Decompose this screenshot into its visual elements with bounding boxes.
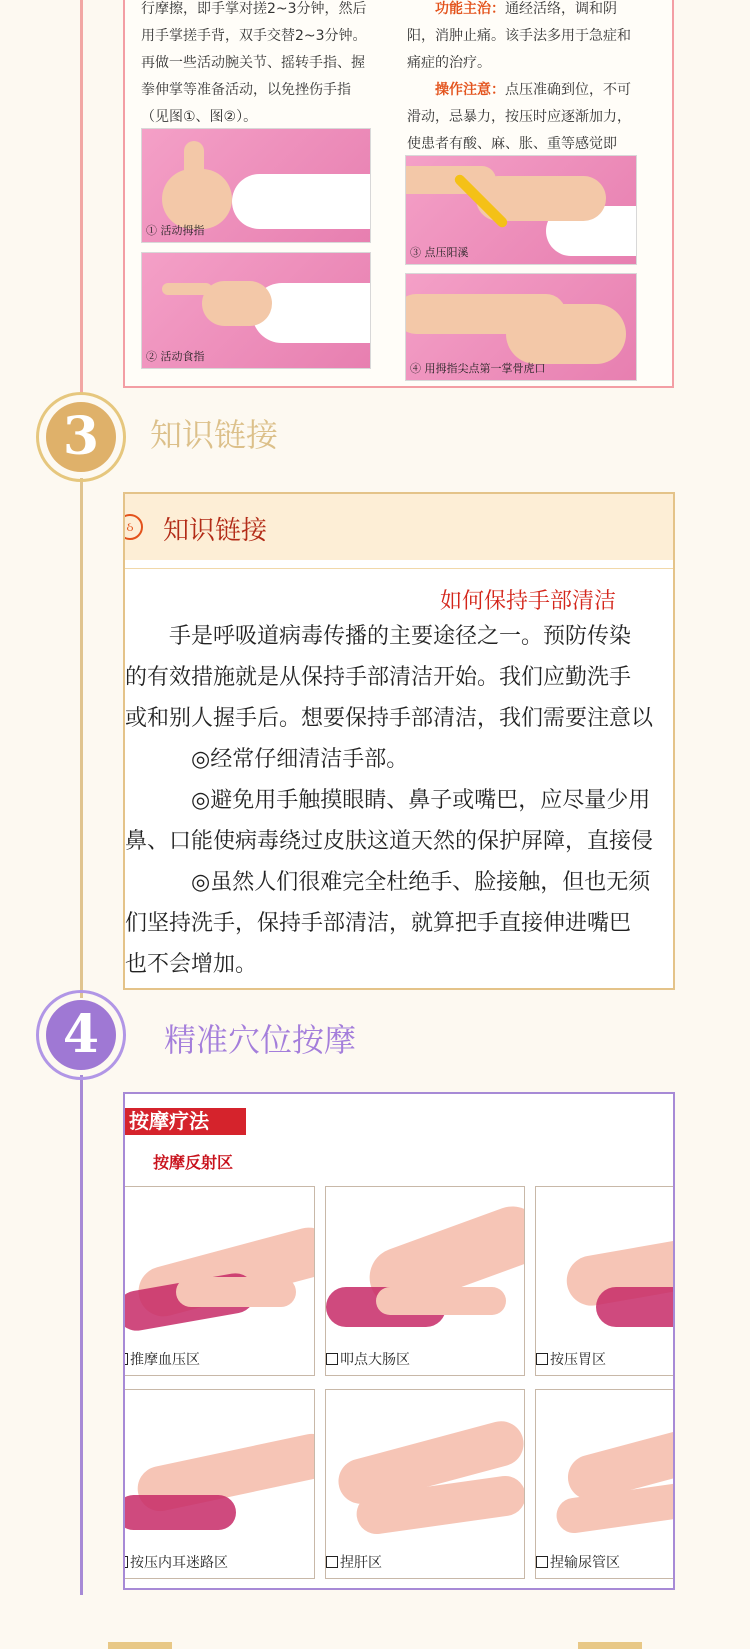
photo-caption: ④ 用拇指尖点第一掌骨虎口 (410, 362, 546, 375)
massage-caption: 推摩血压区 (123, 1349, 200, 1369)
function-text: 通经活络，调和阴阳，消肿止痛。该手法多用于急症和痛症的治疗。 (407, 1, 631, 71)
massage-item (535, 1389, 675, 1579)
photo-press-yangxi (405, 155, 637, 265)
massage-item (325, 1389, 525, 1579)
page-tab-left (108, 1642, 172, 1649)
knowledge-header-title: 知识链接 (163, 516, 268, 546)
massage-panel (123, 1092, 675, 1590)
timeline-line-gold (80, 478, 83, 998)
photo-caption: ② 活动食指 (146, 350, 205, 363)
timeline-line-purple (80, 1075, 83, 1595)
massage-item (325, 1186, 525, 1376)
massage-tag: 按摩疗法 (125, 1108, 246, 1135)
section-4-badge (36, 990, 126, 1080)
massage-caption: 按压胃区 (536, 1349, 606, 1369)
knowledge-header (125, 494, 673, 560)
body-line: ◎经常仔细清洁手部。 (125, 747, 409, 772)
massage-caption: 按压内耳迷路区 (123, 1552, 228, 1572)
body-line: 们坚持洗手，保持手部清洁，就算把手直接伸进嘴巴 (125, 911, 632, 936)
caution-text: 点压准确到位，不可滑动，忌暴力，按压时应逐渐加力，使患者有酸、麻、胀、重等感觉即 (407, 82, 631, 152)
section-3-title: 知识链接 (150, 416, 279, 454)
prep-text: 行摩擦，即手掌对搓2~3分钟，然后用手掌搓手背，双手交替2~3分钟。再做一些活动腕关节、摇转手指、握拳伸掌等准备活动，以免挫伤手指（见图①、图②）。 (141, 1, 367, 125)
body-line: 也不会增加。 (125, 952, 258, 977)
section-4-title: 精准穴位按摩 (164, 1021, 357, 1059)
body-line: 的有效措施就是从保持手部清洁开始。我们应勤洗手 (125, 665, 632, 690)
knowledge-subtitle: 如何保持手部清洁 (440, 589, 617, 614)
body-line: 或和别人握手后。想要保持手部清洁，我们需要注意以 (125, 706, 654, 731)
ribbon-icon: ઠ (123, 514, 143, 540)
photo-index-exercise (141, 252, 371, 369)
body-line: 鼻、口能使病毒绕过皮肤这道天然的保护屏障，直接侵 (125, 829, 654, 854)
caution-label: 操作注意： (435, 82, 505, 98)
function-label: 功能主治： (435, 1, 505, 17)
body-line: ◎虽然人们很难完全杜绝手、脸接触，但也无须 (125, 870, 651, 895)
photo-press-hukou (405, 273, 637, 381)
photo-thumb-exercise (141, 128, 371, 243)
page-tab-right (578, 1642, 642, 1649)
section-3-badge (36, 392, 126, 482)
timeline-line-pink (80, 0, 83, 395)
massage-item (123, 1186, 315, 1376)
section-4-number: 4 (46, 1000, 116, 1070)
photo-caption: ① 活动拇指 (146, 224, 205, 237)
massage-caption: 叩点大肠区 (326, 1349, 410, 1369)
massage-item (535, 1186, 675, 1376)
body-line: 手是呼吸道病毒传播的主要途径之一。预防传染 (125, 624, 632, 649)
massage-subtitle: 按摩反射区 (153, 1153, 234, 1172)
section-3-number: 3 (46, 402, 116, 472)
body-line: ◎避免用手触摸眼睛、鼻子或嘴巴，应尽量少用 (125, 788, 651, 813)
knowledge-link-panel (123, 492, 675, 990)
photo-caption: ③ 点压阳溪 (410, 246, 469, 259)
function-paragraph (407, 0, 643, 77)
massage-caption: 捏输尿管区 (536, 1552, 620, 1572)
technique-panel (123, 0, 674, 388)
massage-item (123, 1389, 315, 1579)
divider (125, 568, 673, 569)
massage-caption: 捏肝区 (326, 1552, 382, 1572)
knowledge-body (125, 616, 675, 985)
